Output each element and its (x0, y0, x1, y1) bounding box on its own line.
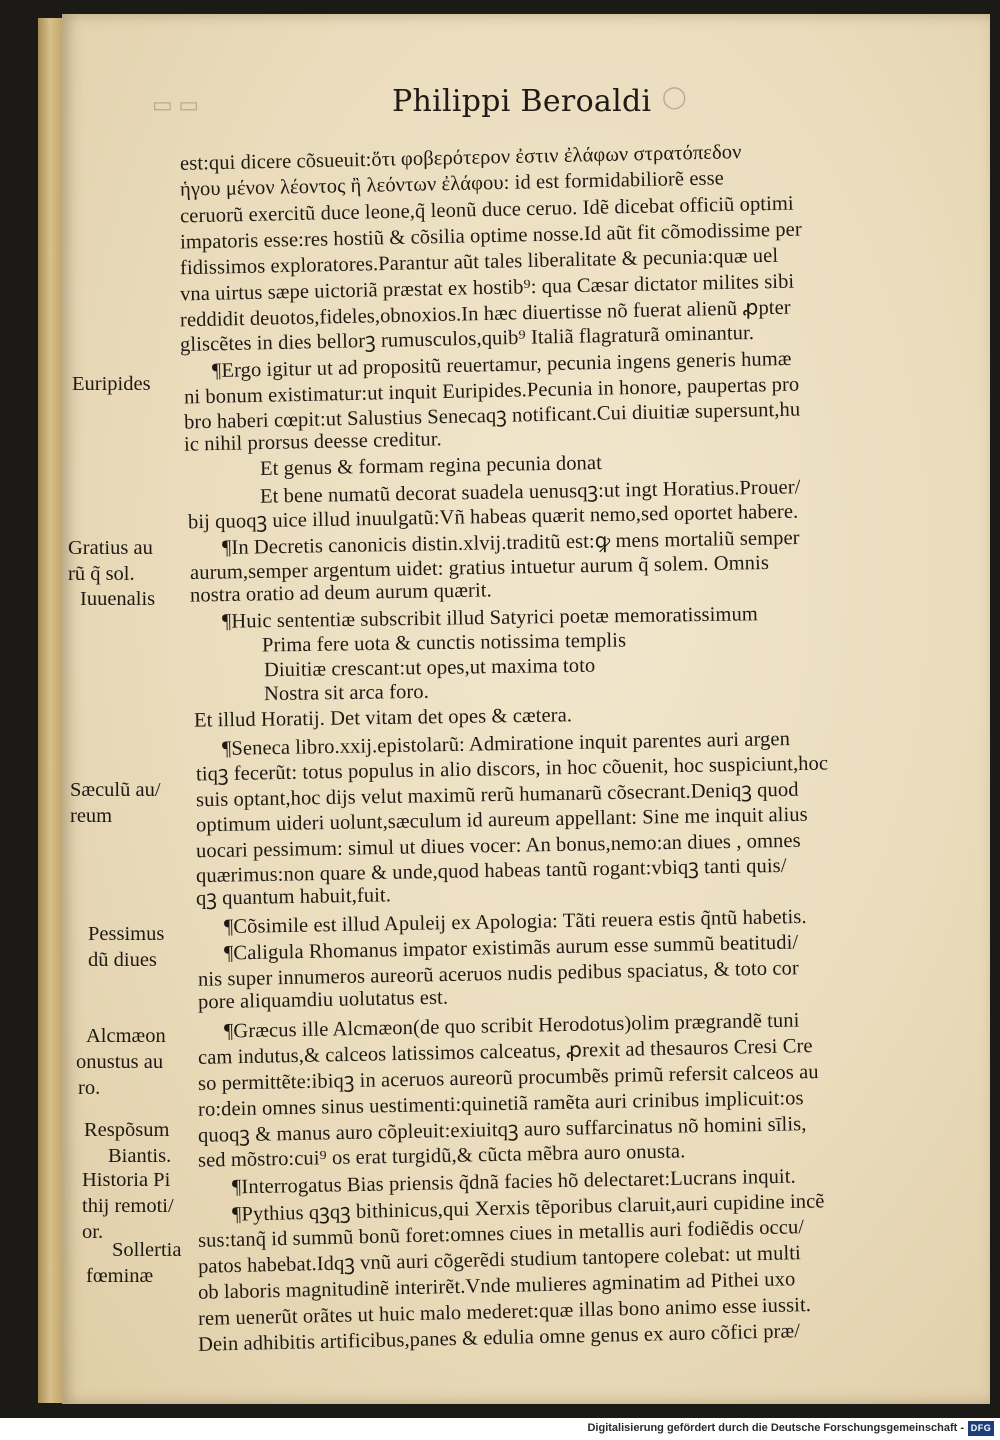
text-line: ob laboris magnitudinẽ interirẽt.Vnde mulieres agminatim ad Pithei uxo (197, 1268, 796, 1304)
text-line: quoqꝫ & manus auro cõpleuit:exiuitqꝫ auro suffarcinatus nõ homini sīlis, (197, 1113, 807, 1147)
text-line: ceruorũ exercitũ duce leone,q̃ leonũ duce ceruo. Idẽ dicebat officiũ optimi (179, 192, 794, 228)
margin-note: Iuuenalis (80, 588, 156, 610)
funding-credit: Digitalisierung gefördert durch die Deutsche Forschungsgemeinschaft - (587, 1422, 964, 1434)
text-line: ic nihil prorsus deesse creditur. (183, 428, 442, 456)
text-line: est:qui dicere cõsueuit:ὅτι φοβερότερον ἐστιν ἐλάφων στρατόπεδον (179, 141, 742, 175)
book-page (62, 14, 990, 1404)
text-line: uocari pessimum: simul ut diues vocer: An bonus,nemo:an diues , omnes (195, 829, 801, 863)
margin-note: Gratius au (68, 537, 153, 559)
dfg-logo: DFG (968, 1421, 994, 1436)
margin-note: or. (82, 1221, 104, 1243)
margin-note: Respõsum (84, 1119, 170, 1141)
margin-note: Pessimus (88, 923, 165, 945)
text-line: ¶Græcus ille Alcmæon(de quo scribit Herodotus)olim prægrandẽ tuni (223, 1009, 800, 1043)
text-line: so permittẽte:ibiqꝫ in aceruos aureorũ procumbẽs primũ refersit calceos au (197, 1061, 819, 1095)
text-line: ¶Seneca libro.xxij.epistolarũ: Admiratione inquit parentes auri argen (221, 728, 791, 760)
text-line: nostra oratio ad deum aurum quærit. (189, 579, 492, 607)
text-line: ¶Ergo igitur ut ad propositũ reuertamur, pecunia ingens generis humæ (211, 347, 792, 383)
margin-note: Sollertia (112, 1239, 182, 1261)
text-line: quærimus:non quare & unde,quod habeas tantũ rogant:vbiqꝫ tanti quis/ (195, 854, 787, 888)
margin-note: fœminæ (86, 1265, 154, 1287)
text-line: Et genus & formam regina pecunia donat (259, 452, 603, 480)
text-line: ¶Caligula Rhomanus impator existimãs aurum esse summũ beatitudi/ (223, 931, 799, 965)
text-line: Prima fere uota & cunctis notissima templis (261, 629, 627, 657)
margin-note: Euripides (72, 373, 151, 395)
margin-note: Alcmæon (86, 1025, 166, 1047)
text-line: gliscẽtes in dies bellorꝫ rumusculos,quib⁹ Italiã flagraturã ominantur. (179, 321, 755, 357)
running-head: Philippi Beroaldi (392, 84, 652, 119)
text-line: ¶Interrogatus Bias priensis q̃dnã facies hõ delectaret:Lucrans inquit. (231, 1165, 796, 1199)
text-line: ¶Pythius qꝫqꝫ bithinicus,qui Xerxis tẽporibus claruit,auri cupidine incẽ (231, 1190, 825, 1226)
bleed-through-mark: ◯ (662, 84, 687, 109)
text-line: tiqꝫ fecerũt: totus populus in alio discors, in hoc cõuenit, hoc suspiciunt,hoc (195, 752, 829, 786)
text-line: reddidit deuotos,fideles,obnoxios.In hæc diuertisse nõ fuerat alienũ ꝓpter (179, 296, 791, 332)
text-line: Et bene numatũ decorat suadela uenusqꝫ:ut ingt Horatius.Prouer/ (259, 476, 801, 508)
text-line: bro haberi cœpit:ut Salustius Senecaqꝫ notificant.Cui diuitiæ supersunt,hu (183, 398, 801, 434)
text-line: pore aliquamdiu uolutatus est. (197, 986, 449, 1014)
text-line: ro:dein omnes sinus uestimenti:quinetiã ramẽta auri crinibus implicuit:os (197, 1087, 804, 1121)
text-line: ἡγου μένον λέοντος ἢ λεόντων ἐλάφου: id est formidabiliorẽ esse (179, 167, 725, 201)
text-line: Dein adhibitis artificibus,panes & edulia omne genus ex auro cõfici præ/ (197, 1320, 801, 1356)
text-line: bij quoqꝫ uice illud inuulgatũ:Vñ habeas quærit nemo,sed oportet habere. (187, 500, 799, 534)
text-line: optimum uideri uolunt,sæculum id aureum appellant: Sine me inquit alius (195, 803, 808, 837)
text-line: patos habebat.Idqꝫ vnũ auri cõgerẽdi studium tantopere colebat: ut multi (197, 1242, 802, 1278)
text-line: ¶In Decretis canonicis distin.xlvij.traditũ est:ꝙ mens mortaliũ semper (221, 526, 800, 560)
text-line: Diuitiæ crescant:ut opes,ut maxima toto (263, 654, 596, 682)
text-line: ¶Huic sententiæ subscribit illud Satyrici poetæ memoratissimum (221, 603, 759, 633)
margin-note: Sæculũ au/ (70, 779, 161, 801)
text-line: Nostra sit arca foro. (263, 680, 430, 706)
bleed-through-mark: ▭ ▭ (152, 92, 200, 117)
text-line: suis optant,hoc dijs velut maximũ rerũ humanarũ cõsecrant.Deniqꝫ quod (195, 778, 799, 812)
margin-note: Historia Pi (82, 1169, 171, 1191)
text-line: qꝫ quantum habuit,fuit. (195, 884, 392, 910)
margin-note: dũ diues (88, 949, 157, 971)
text-line: sed mõstro:cui⁹ os erat turgidũ,& cũcta mẽbra auro onusta. (197, 1140, 686, 1172)
text-line: Et illud Horatij. Det vitam det opes & cætera. (193, 704, 573, 732)
footer-bar (0, 1418, 1000, 1440)
margin-note: Biantis. (108, 1145, 172, 1167)
text-line: vna uirtus sæpe uictoriã præstat ex hostib⁹: qua Cæsar dictator milites sibi (179, 270, 795, 306)
margin-note: rũ q̃ sol. (68, 563, 135, 585)
text-line: cam indutus,& calceos latissimos calceatus, ꝓrexit ad thesauros Cresi Cre (197, 1035, 813, 1069)
margin-note: thij remoti/ (82, 1195, 174, 1217)
text-line: rem uenerũt orãtes ut huic malo mederet:quæ illas bono animo esse iussit. (197, 1294, 812, 1330)
text-line: aurum,semper argentum uidet: gratius intuetur aurum q̃ solem. Omnis (189, 551, 770, 585)
margin-note: ro. (78, 1077, 101, 1099)
margin-note: reum (70, 805, 113, 827)
margin-note: onustus au (76, 1051, 164, 1073)
text-line: fidissimos exploratores.Parantur aũt tales liberalitate & pecunia:quæ uel (179, 244, 779, 280)
text-line: impatoris esse:res hostiũ & cõsilia optime nosse.Id aũt fit cõmodissime per (179, 218, 803, 254)
text-line: sus:tanq̃ id summũ bonũ foret:omnes ciues in metallis auri fodiẽdis occu/ (197, 1216, 805, 1252)
text-line: nis super innumeros aureorũ aceruos nudis pedibus spaciatus, & toto cor (197, 957, 800, 991)
text-line: ¶Cõsimile est illud Apuleij ex Apologia: Tãti reuera estis q̃ntũ habetis. (223, 905, 807, 939)
text-line: ni bonum existimatur:ut inquit Euripides.Pecunia in honore, paupertas pro (183, 373, 800, 409)
